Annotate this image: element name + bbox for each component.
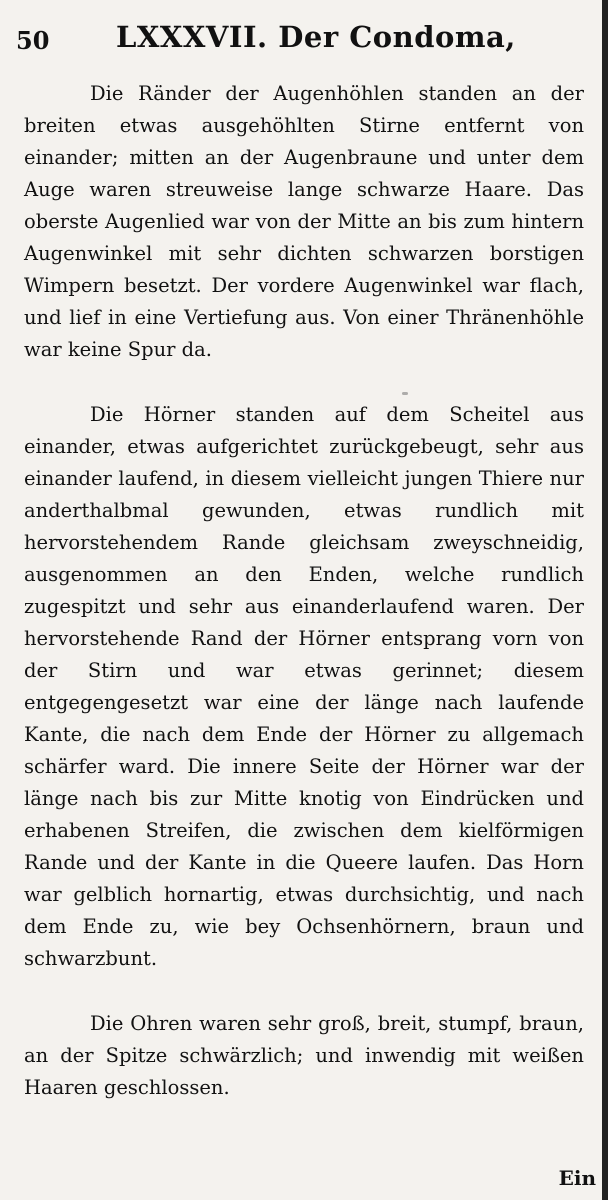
ink-speck [402, 392, 408, 395]
page-header [16, 14, 588, 60]
body-text [24, 78, 584, 1104]
catchword: Ein [558, 1166, 596, 1190]
running-head: LXXXVII. Der Condoma, [116, 20, 516, 54]
paragraph-eye-sockets: Die Ränder der Augenhöhlen standen an der breiten etwas ausgehöhlten Stirne entfernt von einander; mitten an der Augenbraune und unter dem Auge waren streuweise lange schwarze Haare. Das oberste Augenlied war von der Mitte an bis zum hintern Augenwinkel mit sehr dichten schwarzen borstigen Wimpern besetzt. Der vordere Augenwinkel war flach, und lief in eine Vertiefung aus. Von einer Thränenhöhle war keine Spur da. [24, 82, 584, 361]
paragraph-ears: Die Ohren waren sehr groß, breit, stumpf, braun, an der Spitze schwärzlich; und inwendig mit weißen Haaren geschlossen. [24, 1012, 584, 1099]
page-number: 50 [16, 26, 50, 55]
page-edge-shadow [602, 0, 608, 1200]
paragraph-horns: Die Hörner standen auf dem Scheitel aus einander, etwas aufgerichtet zurückgebeugt, sehr aus einander laufend, in diesem vielleicht jungen Thiere nur anderthalbmal gewunden, etwas rundlich mit hervorstehendem Rande gleichsam zweyschneidig, ausgenommen an den Enden, welche rundlich zugespitzt und sehr aus einanderlaufend waren. Der hervorstehende Rand der Hörner entsprang vorn von der Stirn und war etwas gerinnet; diesem entgegengesetzt war eine der länge nach laufende Kante, die nach dem Ende der Hörner zu allgemach schärfer ward. Die innere Seite der Hörner war der länge nach bis zur Mitte knotig von Eindrücken und erhabenen Streifen, die zwischen dem kielförmigen Rande und der Kante in die Queere laufen. Das Horn war gelblich hornartig, etwas durchsichtig, und nach dem Ende zu, wie bey Ochsenhörnern, braun und schwarzbunt. [24, 403, 584, 970]
